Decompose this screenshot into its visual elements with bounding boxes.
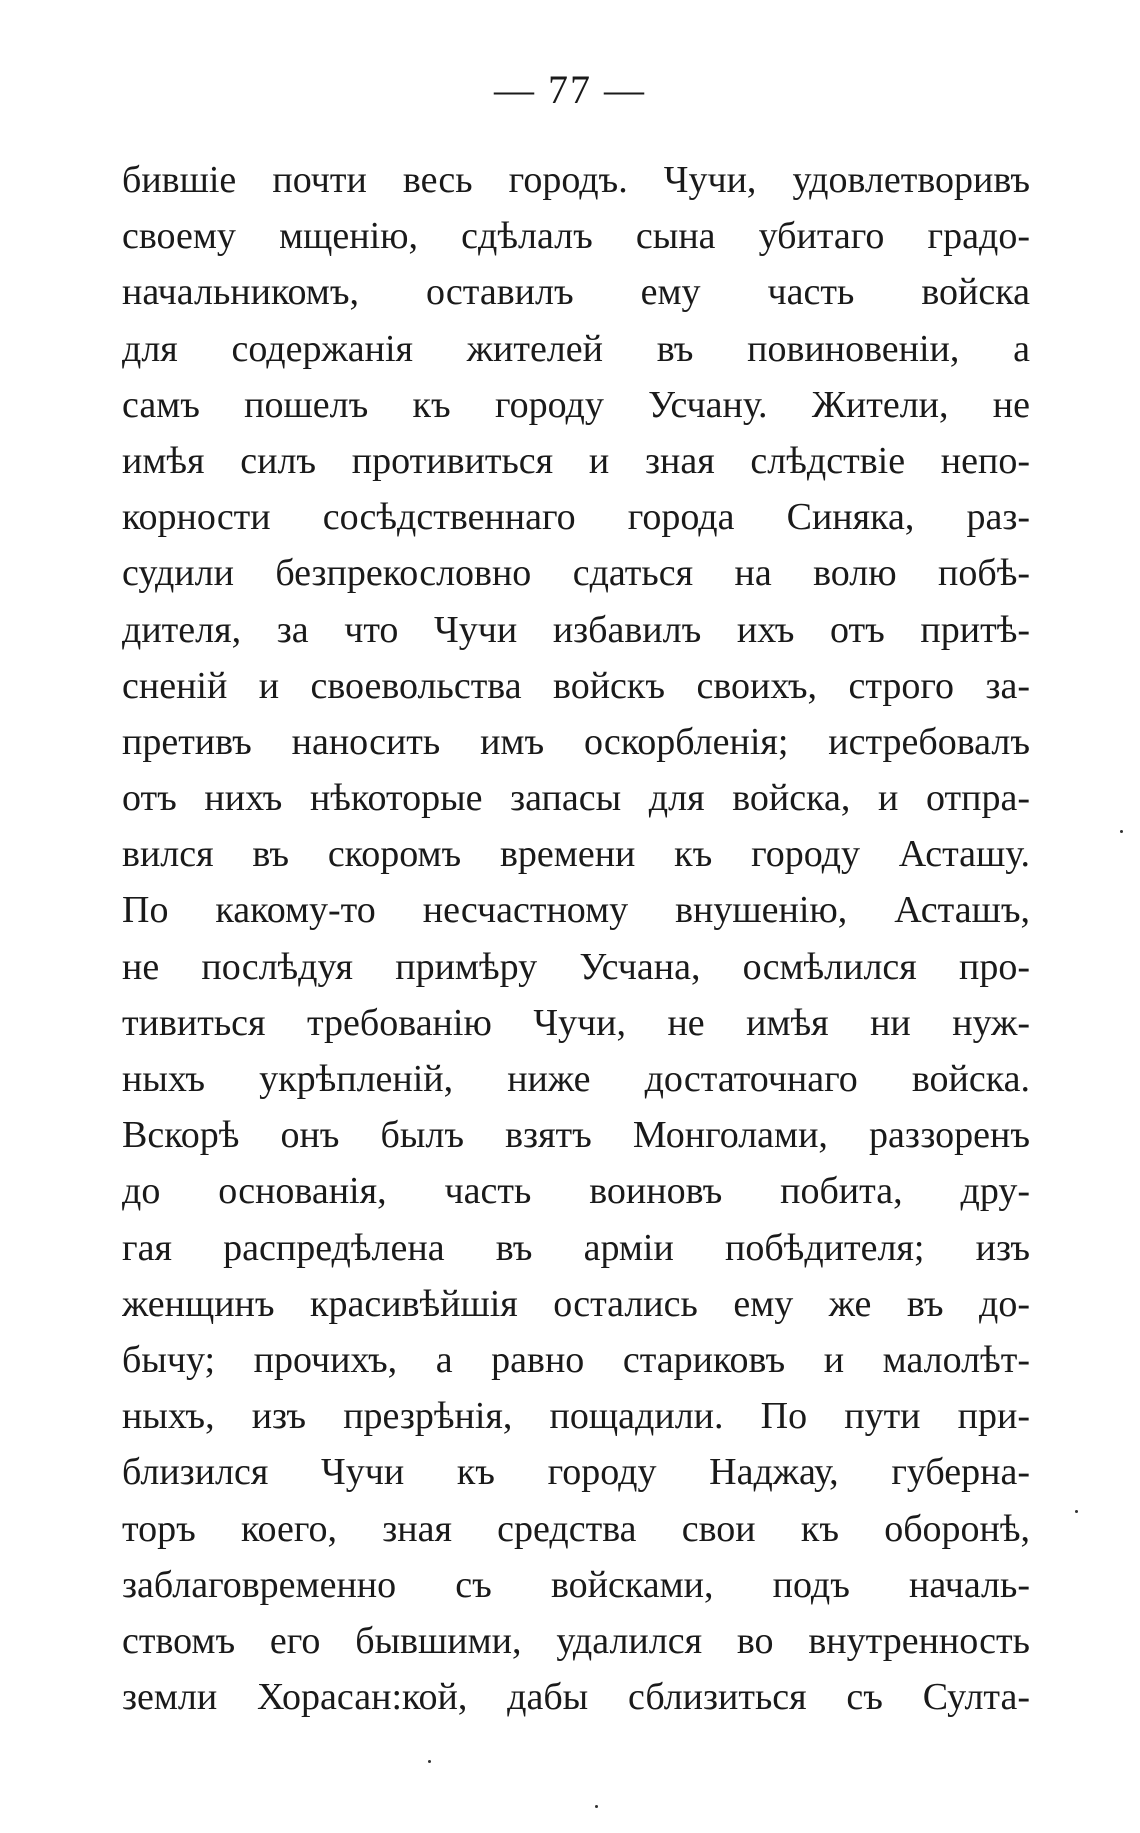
- text-line: Вскорѣ онъ былъ взятъ Монголами, раззоренъ: [122, 1114, 1030, 1157]
- text-line: бившіе почти весь городъ. Чучи, удовлетворивъ: [122, 159, 1030, 201]
- text-line: заблаговременно съ войсками, подъ началь-: [122, 1563, 1030, 1606]
- text-line: своему мщенію, сдѣлалъ сына убитаго градо-: [122, 215, 1030, 258]
- text-line: сненій и своевольства войскъ своихъ, строго за-: [122, 664, 1030, 707]
- text-line: тивиться требованію Чучи, не имѣя ни нуж-: [122, 1001, 1030, 1044]
- text-line: не послѣдуя примѣру Усчана, осмѣлился про-: [122, 945, 1030, 988]
- text-line: ствомъ его бывшими, удалился во внутренность: [122, 1619, 1030, 1662]
- text-line: бычу; прочихъ, а равно стариковъ и малолѣт-: [122, 1338, 1030, 1381]
- text-line: до основанія, часть воиновъ побита, дру-: [122, 1170, 1030, 1213]
- text-line: ныхъ укрѣпленій, ниже достаточнаго войска.: [122, 1058, 1030, 1100]
- text-line: гая распредѣлена въ арміи побѣдителя; изъ: [122, 1226, 1030, 1269]
- text-line: дителя, за что Чучи избавилъ ихъ отъ притѣ-: [122, 608, 1030, 651]
- text-line: отъ нихъ нѣкоторые запасы для войска, и отпра-: [122, 777, 1030, 820]
- text-line: вился въ скоромъ времени къ городу Асташу.: [122, 833, 1030, 876]
- text-line: самъ пошелъ къ городу Усчану. Жители, не: [122, 383, 1030, 426]
- print-speck: [1120, 830, 1123, 833]
- body-text: [122, 152, 1030, 1725]
- text-line: женщинъ красивѣйшія остались ему же въ до-: [122, 1282, 1030, 1325]
- text-line: для содержанія жителей въ повиновеніи, а: [122, 327, 1030, 370]
- text-line: корности сосѣдственнаго города Синяка, раз-: [122, 496, 1030, 539]
- text-line: ныхъ, изъ презрѣнія, пощадили. По пути при-: [122, 1395, 1030, 1438]
- page-number-header: — 77 —: [494, 67, 646, 112]
- text-line: По какому-то несчастному внушенію, Асташъ,: [122, 889, 1030, 932]
- text-line: земли Хорасан:кой, дабы сблизиться съ Султа-: [122, 1676, 1030, 1719]
- print-speck: [595, 1805, 598, 1808]
- print-speck: [428, 1760, 431, 1763]
- text-line: имѣя силъ противиться и зная слѣдствіе непо-: [122, 439, 1030, 482]
- text-line: начальникомъ, оставилъ ему часть войска: [122, 271, 1030, 314]
- print-speck: [1075, 1510, 1078, 1513]
- text-line: торъ коего, зная средства свои къ оборонѣ,: [122, 1507, 1030, 1550]
- text-line: судили безпрекословно сдаться на волю побѣ-: [122, 552, 1030, 595]
- text-line: близился Чучи къ городу Наджау, губерна-: [122, 1451, 1030, 1494]
- text-line: претивъ наносить имъ оскорбленія; истребовалъ: [122, 720, 1030, 763]
